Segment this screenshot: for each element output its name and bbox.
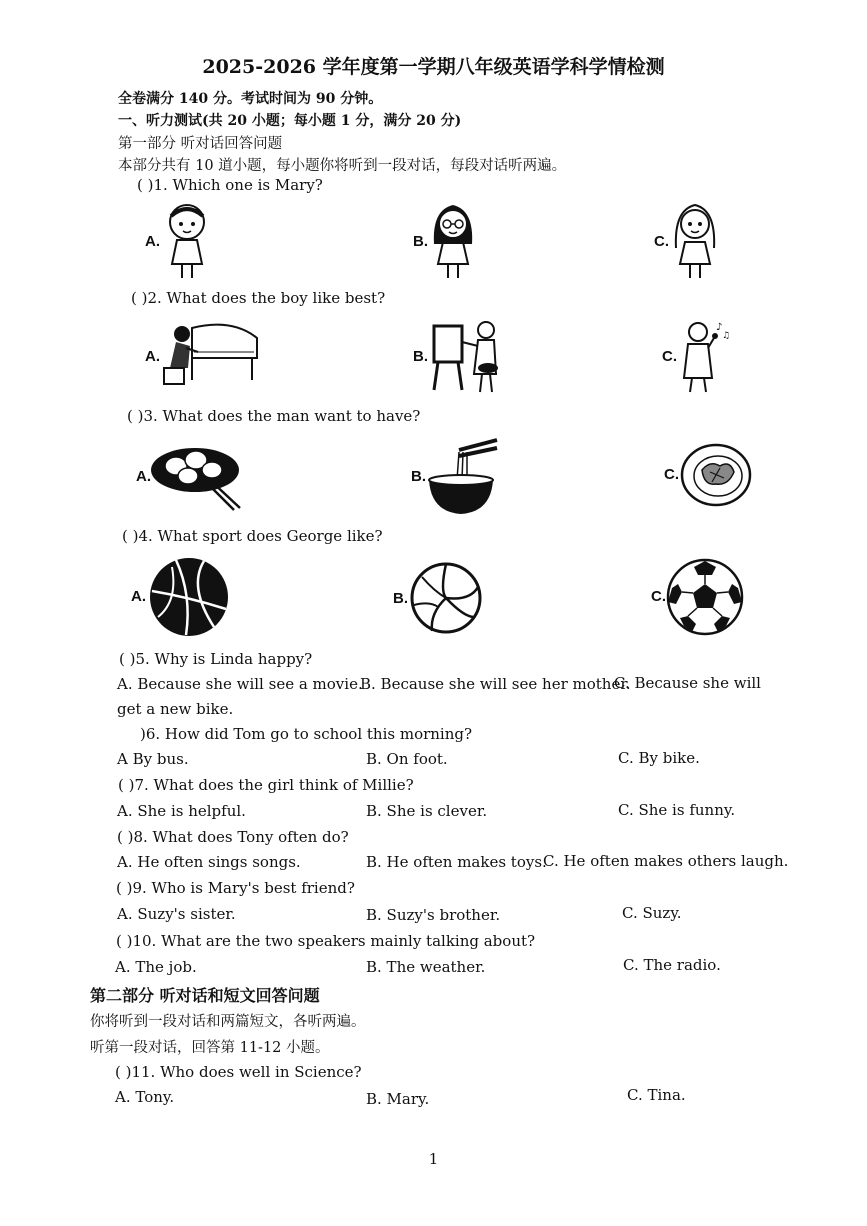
option-a: A By bus. bbox=[117, 750, 189, 768]
option-letter: B. bbox=[413, 233, 428, 250]
dish-plate-icon bbox=[680, 442, 752, 508]
option-b: B. On foot. bbox=[366, 750, 448, 768]
option-letter: B. bbox=[411, 468, 426, 485]
question-4: ( )4. What sport does George like? bbox=[122, 527, 383, 545]
option-c: C. The radio. bbox=[623, 956, 721, 974]
section-1-title: 一、听力测试(共 20 小题；每小题 1 分，满分 20 分) bbox=[118, 113, 462, 129]
option-c: C. Tina. bbox=[627, 1086, 686, 1104]
option-a: A. She is helpful. bbox=[117, 802, 246, 820]
part-1-title: 第一部分 听对话回答问题 bbox=[118, 136, 283, 152]
svg-text:♫: ♫ bbox=[722, 331, 731, 341]
svg-text:♪: ♪ bbox=[716, 322, 723, 333]
option-letter: C. bbox=[654, 233, 669, 250]
page-title: 2025-2026 学年度第一学期八年级英语学科学情检测 bbox=[202, 56, 665, 78]
option-letter: B. bbox=[413, 348, 428, 365]
option-c: C. He often makes others laugh. bbox=[543, 852, 789, 870]
option-a: A. The job. bbox=[115, 958, 197, 976]
option-a: A. Suzy's sister. bbox=[117, 905, 236, 923]
question-9: ( )9. Who is Mary's best friend? bbox=[116, 879, 355, 897]
basketball-icon bbox=[148, 557, 230, 637]
option-c: C. By bike. bbox=[618, 749, 700, 767]
option-b: B. Suzy's brother. bbox=[366, 906, 501, 924]
part-2-intro: 你将听到一段对话和两篇短文，各听两遍。 bbox=[90, 1014, 366, 1030]
part-2-subsection: 听第一段对话，回答第 11-12 小题。 bbox=[90, 1040, 330, 1056]
girl-with-headband-icon bbox=[162, 200, 212, 280]
question-2: ( )2. What does the boy like best? bbox=[131, 289, 386, 307]
question-1: ( )1. Which one is Mary? bbox=[137, 176, 323, 194]
soccer-ball-icon bbox=[666, 558, 744, 636]
page-number: 1 bbox=[428, 1150, 439, 1168]
girl-with-long-hair-icon bbox=[670, 200, 720, 280]
option-c: C. Suzy. bbox=[622, 904, 682, 922]
question-6: )6. How did Tom go to school this morning? bbox=[140, 725, 473, 743]
boy-playing-piano-icon bbox=[162, 318, 262, 390]
option-letter: A. bbox=[136, 468, 151, 485]
question-11: ( )11. Who does well in Science? bbox=[115, 1063, 362, 1081]
part-2-title: 第二部分 听对话和短文回答问题 bbox=[90, 986, 320, 1005]
option-c: C. She is funny. bbox=[618, 801, 736, 819]
option-b: B. She is clever. bbox=[366, 802, 488, 820]
part-1-intro: 本部分共有 10 道小题，每小题你将听到一段对话，每段对话听两遍。 bbox=[118, 158, 567, 174]
question-8: ( )8. What does Tony often do? bbox=[117, 828, 349, 846]
volleyball-icon bbox=[410, 561, 482, 635]
noodles-icon bbox=[425, 436, 500, 516]
question-3: ( )3. What does the man want to have? bbox=[127, 407, 421, 425]
option-letter: A. bbox=[131, 588, 146, 605]
option-b: B. Because she will see her mother. bbox=[360, 675, 631, 693]
question-7: ( )7. What does the girl think of Millie? bbox=[118, 776, 414, 794]
boy-painting-icon bbox=[430, 318, 505, 394]
option-a: A. Tony. bbox=[115, 1088, 175, 1106]
option-a: A. He often sings songs. bbox=[117, 853, 301, 871]
dumplings-icon bbox=[150, 440, 245, 512]
option-letter: A. bbox=[145, 348, 160, 365]
girl-with-glasses-icon bbox=[428, 200, 478, 280]
option-letter: C. bbox=[662, 348, 677, 365]
option-letter: A. bbox=[145, 233, 160, 250]
question-10: ( )10. What are the two speakers mainly talking about? bbox=[116, 932, 536, 950]
exam-info: 全卷满分 140 分。考试时间为 90 分钟。 bbox=[118, 91, 383, 107]
option-b: B. Mary. bbox=[366, 1090, 430, 1108]
question-5: ( )5. Why is Linda happy? bbox=[119, 650, 313, 668]
option-b: B. The weather. bbox=[366, 958, 486, 976]
option-letter: C. bbox=[651, 588, 666, 605]
boy-singing-icon bbox=[678, 318, 730, 394]
option-c-continuation: get a new bike. bbox=[117, 700, 234, 718]
option-c: C. Because she will bbox=[614, 674, 761, 692]
option-b: B. He often makes toys. bbox=[366, 853, 547, 871]
option-letter: B. bbox=[393, 590, 408, 607]
option-letter: C. bbox=[664, 466, 679, 483]
option-a: A. Because she will see a movie. bbox=[117, 675, 363, 693]
